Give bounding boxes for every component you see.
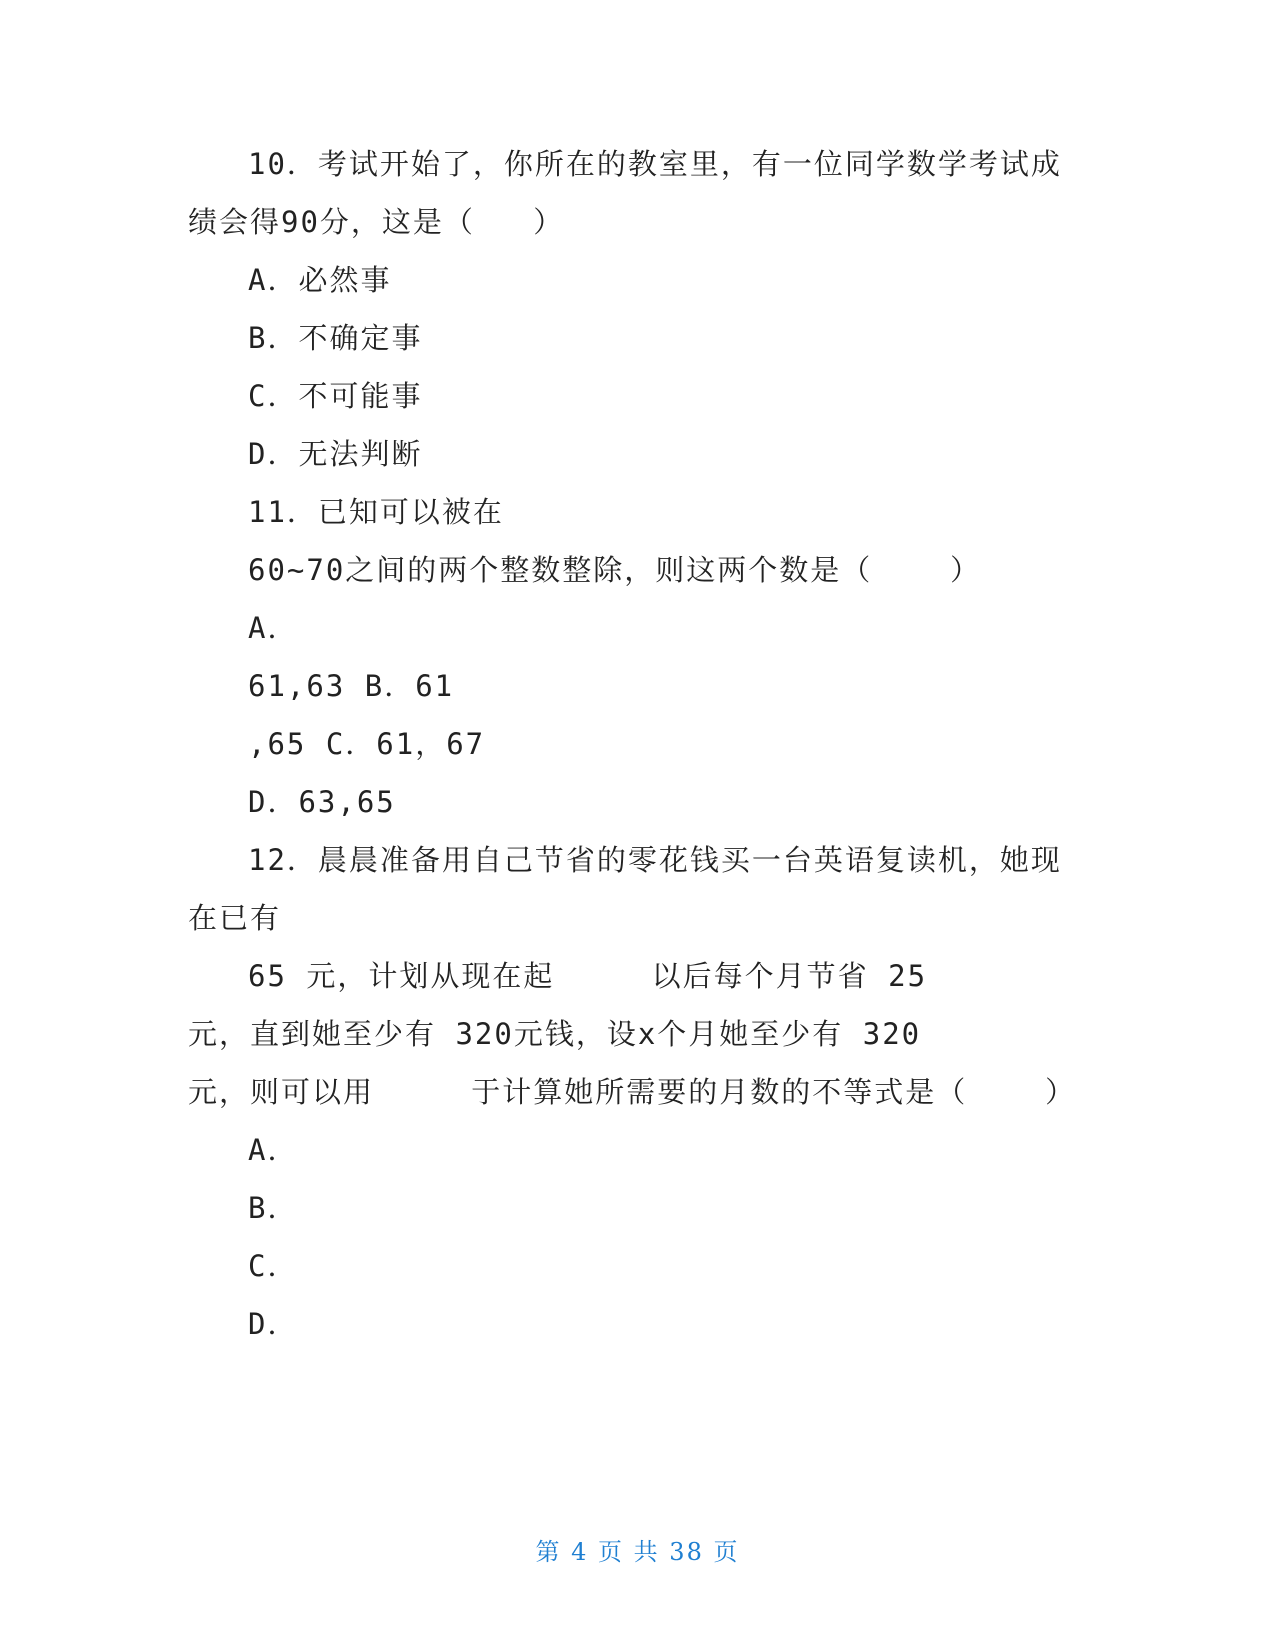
question-12-option-d: D． xyxy=(248,1307,299,1341)
question-10-option-a: A．必然事 xyxy=(248,263,392,297)
question-11-line-2: 60~70之间的两个整数整除，则这两个数是（ ） xyxy=(248,553,982,587)
question-10-line-1: 10．考试开始了，你所在的教室里，有一位同学数学考试成 xyxy=(248,147,1062,181)
question-10-option-d: D．无法判断 xyxy=(248,437,423,471)
question-11-options-line-2: ,65 C．61，67 xyxy=(248,727,486,761)
question-12-line-1: 12．晨晨准备用自己节省的零花钱买一台英语复读机，她现 xyxy=(248,843,1062,877)
question-11-option-d: D．63,65 xyxy=(248,785,396,819)
question-12-option-a: A． xyxy=(248,1133,299,1167)
question-11-option-a-label: A． xyxy=(248,611,299,645)
question-12-line-5: 元，则可以用 于计算她所需要的月数的不等式是（ ） xyxy=(188,1075,1077,1109)
question-12-line-2: 在已有 xyxy=(188,901,282,935)
question-10-option-c: C．不可能事 xyxy=(248,379,423,413)
question-11-line-1: 11．已知可以被在 xyxy=(248,495,504,529)
question-12-line-3: 65 元，计划从现在起 以后每个月节省 25 xyxy=(248,959,928,993)
question-10-line-2: 绩会得90分，这是（ ） xyxy=(188,205,565,239)
question-12-option-c: C． xyxy=(248,1249,299,1283)
question-12-option-b: B． xyxy=(248,1191,299,1225)
question-12-line-4: 元，直到她至少有 320元钱，设x个月她至少有 320 xyxy=(188,1017,922,1051)
page-footer: 第 4 页 共 38 页 xyxy=(535,1538,740,1566)
question-11-options-line-1: 61,63 B．61 xyxy=(248,669,455,703)
question-10-option-b: B．不确定事 xyxy=(248,321,423,355)
